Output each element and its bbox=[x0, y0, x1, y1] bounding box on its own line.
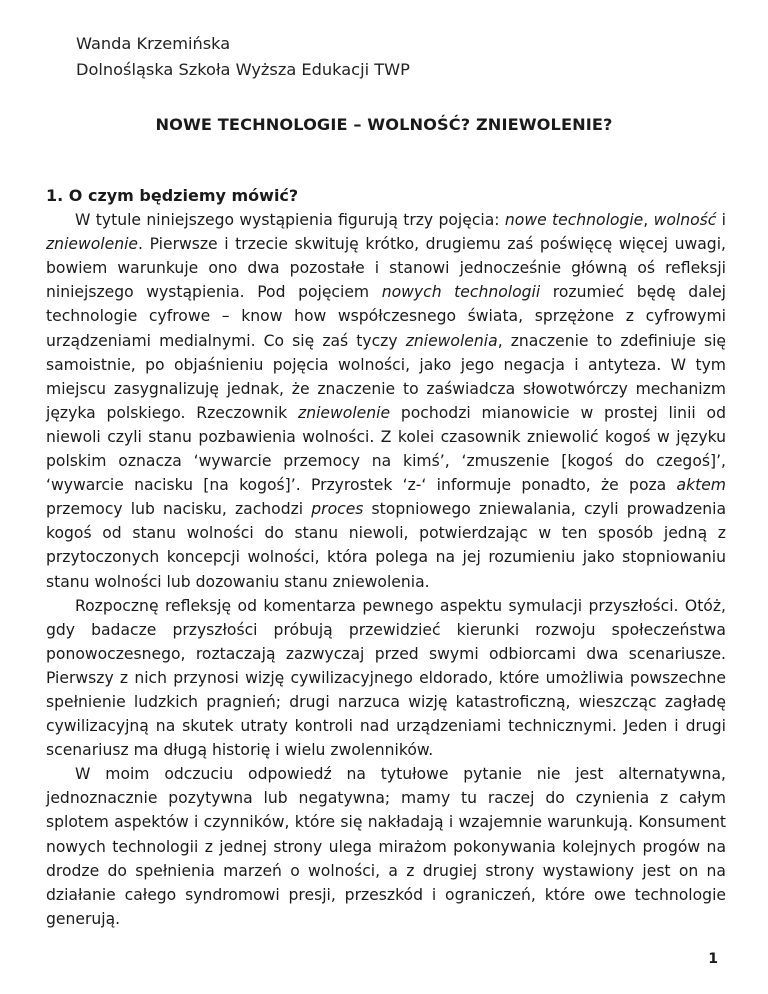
term-aktem: aktem bbox=[676, 476, 726, 495]
term-zniewolenia: zniewolenia bbox=[405, 331, 498, 350]
paragraph-1-text: pochodzi mianowicie w prostej linii od niewoli czyli stanu pozbawienia wolności. Z kolei czasownik zniewolić kogoś w języku polskim oznacza ‘wywarcie przemocy na kimś’, ‘zmuszenie [kogoś do czegoś]’, ‘wywarcie nacisku [na kogoś]’. Przyrostek ‘z-‘ informuje ponadto, że poza bbox=[46, 403, 726, 495]
paragraph-1-text: przemocy lub nacisku, zachodzi bbox=[46, 500, 312, 519]
term-zniewolenie-2: zniewolenie bbox=[298, 403, 391, 422]
section-heading: 1. O czym będziemy mówić? bbox=[46, 186, 299, 205]
author-affiliation: Dolnośląska Szkoła Wyższa Edukacji TWP bbox=[76, 60, 410, 79]
author-block bbox=[76, 31, 410, 83]
page-number: 1 bbox=[708, 951, 718, 967]
paragraph-1-text: W tytule niniejszego wystąpienia figurują trzy pojęcia: bbox=[75, 211, 505, 230]
document-title: NOWE TECHNOLOGIE – WOLNOŚĆ? ZNIEWOLENIE? bbox=[155, 115, 613, 134]
author-name: Wanda Krzemińska bbox=[76, 34, 231, 53]
term-zniewolenie: zniewolenie bbox=[46, 235, 139, 254]
paragraph-2: Rozpocznę refleksję od komentarza pewnego aspektu symulacji przyszłości. Otóż, gdy badacze przyszłości próbują przewidzieć kierunki rozwoju społeczeństwa ponowoczesnego, roztaczają zazwyczaj przed swymi odbiorcami dwa scenariusze. Pierwszy z nich przynosi wizję cywilizacyjnego eldorado, które umożliwia powszechne spełnienie ludzkich pragnień; drugi narzuca wizję katastroficzną, wieszcząc zagładę cywilizacyjną na skutek utraty kontroli nad urządzeniami technicznymi. Jeden i drugi scenariusz ma długą historię i wielu zwolenników. bbox=[46, 596, 726, 760]
paragraph-1-text: , bbox=[643, 211, 654, 230]
section-body bbox=[46, 184, 726, 931]
term-nowe-technologie: nowe technologie bbox=[504, 211, 644, 230]
paragraph-1-text: stopniowego zniewalania, czyli prowadzenia kogoś od stanu wolności do stanu niewoli, potwierdzając w ten sposób jedną z przytoczonych koncepcji wolności, która polega na jej rozumieniu jako stopniowaniu stanu wolności lub dozowaniu stanu zniewolenia. bbox=[46, 500, 726, 591]
paragraph-1-text: rozumieć będę dalej technologie cyfrowe – know how współczesnego świata, sprzężone z cyfrowymi urządzeniami medialnymi. Co się zaś tyczy bbox=[46, 283, 727, 350]
paragraph-1-text: . Pierwsze i trzecie skwituję krótko, drugiemu zaś poświęcę więcej uwagi, bowiem warunkuje ono dwa pozostałe i stanowi jednocześnie główną oś refleksji niniejszego wystąpienia. Pod pojęciem bbox=[46, 235, 726, 302]
term-wolnosc: wolność bbox=[653, 211, 717, 230]
paragraph-1 bbox=[46, 208, 726, 594]
paragraph-3: W moim odczuciu odpowiedź na tytułowe pytanie nie jest alternatywna, jednoznacznie pozytywna lub negatywna; mamy tu raczej do czynienia z całym splotem aspektów i czynników, które się nakładają i wzajemnie warunkują. Konsument nowych technologii z jednej strony ulega mirażom pokonywania kolejnych progów na drodze do spełnienia marzeń o wolności, a z drugiej strony wystawiony jest on na działanie całego syndromowi presji, przeszkód i ograniczeń, które owe technologie generują. bbox=[46, 765, 726, 928]
term-nowych-technologii: nowych technologii bbox=[381, 283, 541, 302]
paragraph-1-text: , znaczenie to zdefiniuje się samoistnie, po objaśnieniu pojęcia wolności, jako jego negacja i antyteza. W tym miejscu zasygnalizuję jednak, że znaczenie to zaświadcza słowotwórczy mechanizm języka polskiego. Rzeczownik bbox=[46, 331, 726, 422]
term-proces: proces bbox=[311, 500, 364, 519]
paragraph-1-text: i bbox=[716, 211, 726, 230]
